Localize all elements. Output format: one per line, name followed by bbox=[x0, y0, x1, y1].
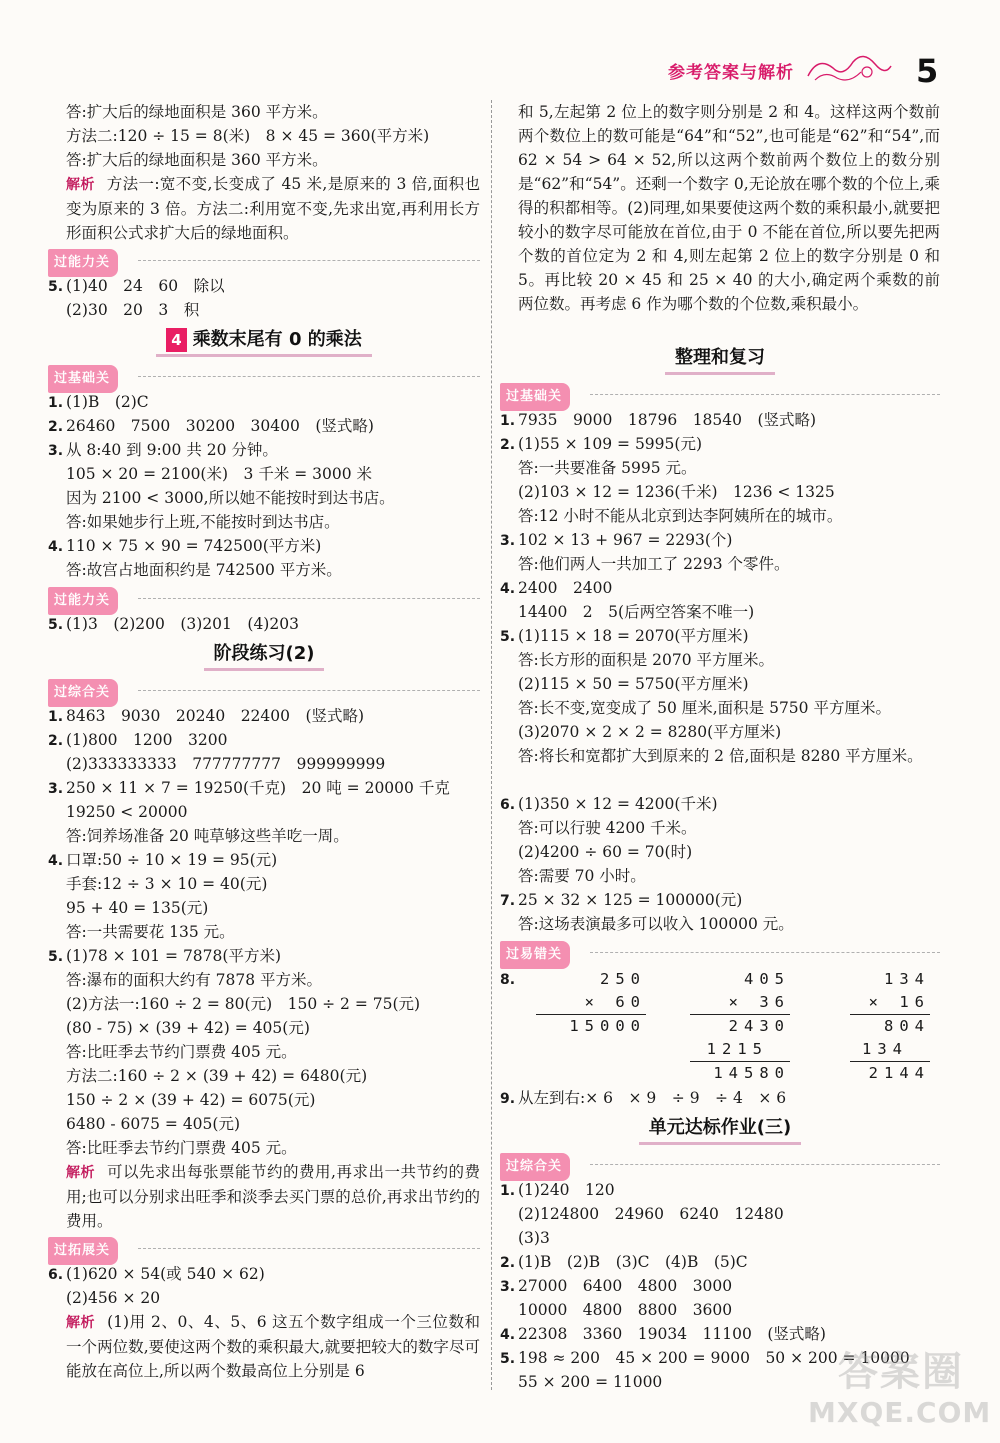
answer-line: 55 × 200 = 11000 bbox=[518, 1373, 663, 1391]
analysis-tag: 解析 bbox=[66, 177, 95, 193]
analysis-continued: 和 5,左起第 2 位上的数字则分别是 2 和 4。这样这两个数前两个数位上的数可能是“64”和“52”,也可能是“62”和“54”,而 62 × 54 > 64 × 52,所以这两个数前两个数位上的数分别是“62”和“54”。还剩一个数字 0,无论放在哪个数的个位上,乘得的积都相等。(2)同理,如果要使这两个数的乘积最小,就要把较小的数字尽可能放在首位,由于 0 不能在首位,所以要先把两个数的首位定为 2 和 4,则左起第 2 位上的数字分别是 0 和 5。再比较 20 × 45 和 25 × 40 的大小,确定两个乘数的前两位数。再考虑 6 作为哪个数的个位数,乘积最小。 bbox=[518, 103, 940, 313]
answer-line: 手套:12 ÷ 3 × 10 = 40(元) bbox=[66, 875, 268, 893]
left-column bbox=[48, 100, 480, 1382]
question-number: 4. bbox=[500, 581, 516, 597]
analysis-text: 可以先求出每张票能节约的费用,再求出一共节约的费用;也可以分别求出旺季和淡季去买门票的总价,再求出节约的费用。 bbox=[66, 1163, 481, 1230]
section-heading bbox=[500, 344, 940, 374]
section-tag: 过能力关 bbox=[48, 587, 118, 615]
calc-multiplier: × 36 bbox=[728, 993, 790, 1011]
answer-line: 答:一共要准备 5995 元。 bbox=[518, 459, 697, 477]
answer-line: 10000 4800 8800 3600 bbox=[518, 1301, 733, 1319]
answer-line: 2400 2400 bbox=[518, 579, 613, 597]
section-tag-row bbox=[48, 584, 480, 610]
answer-line: (2)103 × 12 = 1236(千米) 1236 < 1325 bbox=[518, 483, 835, 501]
answer-line: (1)B (2)C bbox=[66, 393, 149, 411]
analysis-note bbox=[48, 1160, 480, 1232]
section-tag-row bbox=[48, 1234, 480, 1260]
watermark-text: 答案圈 bbox=[838, 1349, 964, 1395]
analysis-tag: 解析 bbox=[66, 1165, 96, 1181]
vertical-calc-1 bbox=[536, 968, 646, 1038]
answer-line: (1)55 × 109 = 5995(元) bbox=[518, 435, 702, 453]
calc-partial: 804 bbox=[850, 1014, 930, 1038]
section-tag-row bbox=[48, 676, 480, 702]
answer-line: (1)800 1200 3200 bbox=[66, 731, 228, 749]
section-title: 阶段练习(2) bbox=[204, 640, 325, 671]
answer-line: 102 × 13 + 967 = 2293(个) bbox=[518, 531, 733, 549]
decorative-swirl-icon bbox=[803, 48, 893, 88]
vertical-calculations bbox=[500, 968, 940, 1082]
answer-line: (1)115 × 18 = 2070(平方厘米) bbox=[518, 627, 749, 645]
question-number: 4. bbox=[500, 1327, 516, 1343]
analysis-tag: 解析 bbox=[66, 1315, 96, 1331]
answer-line: (2)方法一:160 ÷ 2 = 80(元) 150 ÷ 2 = 75(元) bbox=[66, 995, 421, 1013]
calc-result: 15000 bbox=[536, 1014, 646, 1038]
answer-line: 250 × 11 × 7 = 19250(千克) 20 吨 = 20000 千克 bbox=[66, 779, 450, 797]
section-heading bbox=[48, 326, 480, 356]
answer-line: 答:他们两人一共加工了 2293 个零件。 bbox=[518, 555, 790, 573]
answer-line: (2)456 × 20 bbox=[66, 1289, 161, 1307]
answer-line: 答:12 小时不能从北京到达李阿姨所在的城市。 bbox=[518, 507, 843, 525]
vertical-calc-2 bbox=[690, 968, 790, 1085]
question-number: 9. bbox=[500, 1091, 516, 1107]
answer-line: 25 × 32 × 125 = 100000(元) bbox=[518, 891, 743, 909]
question-number: 2. bbox=[48, 419, 64, 435]
calc-operand: 134 bbox=[884, 970, 930, 988]
answer-line: (1)78 × 101 = 7878(平方米) bbox=[66, 947, 281, 965]
question-number: 8. bbox=[500, 972, 516, 988]
answer-line: 22308 3360 19034 11100 (竖式略) bbox=[518, 1325, 826, 1343]
answer-line: 6480 - 6075 = 405(元) bbox=[66, 1115, 241, 1133]
question-number: 5. bbox=[500, 1351, 516, 1367]
answer-line: (2)30 20 3 积 bbox=[66, 301, 200, 319]
tag-divider bbox=[590, 1164, 940, 1165]
question-number: 3. bbox=[500, 533, 516, 549]
question-number: 7. bbox=[500, 893, 516, 909]
question-number: 4. bbox=[48, 853, 64, 869]
answer-line: 14400 2 5(后两空答案不唯一) bbox=[518, 603, 755, 621]
header-title: 参考答案与解析 bbox=[668, 63, 794, 83]
answer-line: 110 × 75 × 90 = 742500(平方米) bbox=[66, 537, 322, 555]
section-title: 单元达标作业(三) bbox=[639, 1114, 801, 1145]
answer-line: (2)333333333 777777777 999999999 bbox=[66, 755, 386, 773]
calc-partial: 1215 bbox=[706, 1040, 768, 1058]
right-column bbox=[500, 100, 940, 1394]
answer-line: (1)40 24 60 除以 bbox=[66, 277, 225, 295]
question-number: 2. bbox=[500, 437, 516, 453]
answer-line: 答:将长和宽都扩大到原来的 2 倍,面积是 8280 平方厘米。 bbox=[518, 747, 923, 765]
answer-line: 答:扩大后的绿地面积是 360 平方米。 bbox=[66, 151, 328, 169]
site-watermark bbox=[800, 1340, 990, 1435]
section-tag-row bbox=[500, 380, 940, 406]
calc-result: 2144 bbox=[850, 1061, 930, 1085]
analysis-text: 方法一:宽不变,长变成了 45 米,是原来的 3 倍,面积也变为原来的 3 倍。方法二:利用宽不变,先求出宽,再利用长方形面积公式求扩大后的绿地面积。 bbox=[66, 175, 480, 242]
answer-line: 105 × 20 = 2100(米) 3 千米 = 3000 米 bbox=[66, 465, 373, 483]
page-header bbox=[0, 0, 1000, 100]
page-number: 5 bbox=[916, 52, 939, 90]
answer-line: 答:可以行驶 4200 千米。 bbox=[518, 819, 697, 837]
section-tag-row bbox=[500, 938, 940, 964]
calc-partial: 2430 bbox=[690, 1014, 790, 1038]
answer-line: (3)2070 × 2 × 2 = 8280(平方厘米) bbox=[518, 723, 782, 741]
vertical-calc-3 bbox=[850, 968, 930, 1085]
analysis-note bbox=[48, 172, 480, 244]
answer-line: 方法二:160 ÷ 2 × (39 + 42) = 6480(元) bbox=[66, 1067, 368, 1085]
question-number: 3. bbox=[48, 443, 64, 459]
question-number: 3. bbox=[500, 1279, 516, 1295]
answer-line: 198 ≈ 200 45 × 200 = 9000 50 × 200 = 10000 bbox=[518, 1349, 910, 1367]
tag-divider bbox=[138, 376, 480, 377]
calc-operand: 405 bbox=[744, 970, 790, 988]
question-number: 6. bbox=[500, 797, 516, 813]
analysis-note bbox=[48, 1310, 480, 1382]
answer-line: (1)3 (2)200 (3)201 (4)203 bbox=[66, 615, 299, 633]
answer-line: 答:瀑布的面积大约有 7878 平方米。 bbox=[66, 971, 323, 989]
question-number: 3. bbox=[48, 781, 64, 797]
section-heading bbox=[500, 1114, 940, 1144]
column-divider bbox=[491, 100, 492, 1390]
analysis-text: (1)用 2、0、4、5、6 这五个数字组成一个三位数和一个两位数,要使这两个数的乘积最大,就要把较大的数字尽可能放在高位上,所以两个数最高位上分别是 6 bbox=[66, 1313, 481, 1380]
calc-partial: 134 bbox=[862, 1040, 908, 1058]
section-tag: 过综合关 bbox=[48, 679, 118, 707]
tag-divider bbox=[138, 690, 480, 691]
answer-line: 答:饲养场准备 20 吨草够这些羊吃一周。 bbox=[66, 827, 349, 845]
section-tag: 过基础关 bbox=[48, 365, 118, 393]
section-title: 整理和复习 bbox=[665, 344, 775, 375]
answer-line: 答:一共需要花 135 元。 bbox=[66, 923, 235, 941]
answer-line: 27000 6400 4800 3000 bbox=[518, 1277, 733, 1295]
answer-line: 答:长方形的面积是 2070 平方厘米。 bbox=[518, 651, 775, 669]
section-tag-row bbox=[48, 246, 480, 272]
question-number: 1. bbox=[48, 709, 64, 725]
question-number: 5. bbox=[48, 949, 64, 965]
answer-line: 答:扩大后的绿地面积是 360 平方米。 bbox=[66, 103, 328, 121]
question-number: 2. bbox=[500, 1255, 516, 1271]
answer-line: 答:需要 70 小时。 bbox=[518, 867, 646, 885]
section-tag: 过基础关 bbox=[500, 383, 570, 411]
answer-line: 答:比旺季去节约门票费 405 元。 bbox=[66, 1043, 297, 1061]
question-number: 1. bbox=[500, 413, 516, 429]
tag-divider bbox=[590, 394, 940, 395]
answer-line: 8463 9030 20240 22400 (竖式略) bbox=[66, 707, 365, 725]
answer-line: (2)4200 ÷ 60 = 70(时) bbox=[518, 843, 693, 861]
answer-line: (1)B (2)B (3)C (4)B (5)C bbox=[518, 1253, 748, 1271]
answer-line: 19250 < 20000 bbox=[66, 803, 188, 821]
answer-line: 7935 9000 18796 18540 (竖式略) bbox=[518, 411, 817, 429]
answer-line: 答:这场表演最多可以收入 100000 元。 bbox=[518, 915, 794, 933]
section-tag-row bbox=[48, 362, 480, 388]
calc-multiplier: × 60 bbox=[584, 993, 646, 1011]
answer-line: 95 + 40 = 135(元) bbox=[66, 899, 209, 917]
answer-line: 因为 2100 < 3000,所以她不能按时到达书店。 bbox=[66, 489, 395, 507]
section-tag-row bbox=[500, 1150, 940, 1176]
question-number: 5. bbox=[48, 279, 64, 295]
question-number: 6. bbox=[48, 1267, 64, 1283]
answer-line: 答:长不变,宽变成了 50 厘米,面积是 5750 平方厘米。 bbox=[518, 699, 891, 717]
question-number: 5. bbox=[48, 617, 64, 633]
section-tag: 过拓展关 bbox=[48, 1237, 118, 1265]
watermark-url: MXQE.COM bbox=[808, 1396, 992, 1429]
answer-line: (2)124800 24960 6240 12480 bbox=[518, 1205, 784, 1223]
answer-line: 150 ÷ 2 × (39 + 42) = 6075(元) bbox=[66, 1091, 316, 1109]
answer-line: 方法二:120 ÷ 15 = 8(米) 8 × 45 = 360(平方米) bbox=[66, 127, 430, 145]
answer-line: (80 - 75) × (39 + 42) = 405(元) bbox=[66, 1019, 310, 1037]
question-number: 1. bbox=[48, 395, 64, 411]
calc-multiplier: × 16 bbox=[868, 993, 930, 1011]
answer-line: 26460 7500 30200 30400 (竖式略) bbox=[66, 417, 374, 435]
answer-line: (2)115 × 50 = 5750(平方厘米) bbox=[518, 675, 749, 693]
tag-divider bbox=[138, 598, 480, 599]
question-number: 1. bbox=[500, 1183, 516, 1199]
answer-line: (3)3 bbox=[518, 1229, 550, 1247]
answer-line: 口罩:50 ÷ 10 × 19 = 95(元) bbox=[66, 851, 278, 869]
section-heading bbox=[48, 640, 480, 670]
answer-line: (1)620 × 54(或 540 × 62) bbox=[66, 1265, 265, 1283]
answer-line: 答:如果她步行上班,不能按时到达书店。 bbox=[66, 513, 340, 531]
tag-divider bbox=[590, 952, 940, 953]
section-badge: 4 bbox=[166, 328, 186, 352]
section-tag: 过综合关 bbox=[500, 1153, 570, 1181]
section-tag: 过能力关 bbox=[48, 249, 118, 277]
question-number: 2. bbox=[48, 733, 64, 749]
tag-divider bbox=[138, 260, 480, 261]
calc-operand: 250 bbox=[600, 970, 646, 988]
question-number: 4. bbox=[48, 539, 64, 555]
question-number: 5. bbox=[500, 629, 516, 645]
answer-line: 答:比旺季去节约门票费 405 元。 bbox=[66, 1139, 297, 1157]
answer-line: (1)350 × 12 = 4200(千米) bbox=[518, 795, 718, 813]
section-title: 乘数末尾有 0 的乘法 bbox=[192, 329, 362, 350]
answer-line: 从左到右:× 6 × 9 ÷ 9 ÷ 4 × 6 bbox=[518, 1089, 787, 1107]
tag-divider bbox=[138, 1248, 480, 1249]
section-tag: 过易错关 bbox=[500, 941, 570, 969]
answer-line: 答:故宫占地面积约是 742500 平方米。 bbox=[66, 561, 342, 579]
answer-line: 从 8:40 到 9:00 共 20 分钟。 bbox=[66, 441, 278, 459]
answer-line: (1)240 120 bbox=[518, 1181, 615, 1199]
calc-result: 14580 bbox=[690, 1061, 790, 1085]
